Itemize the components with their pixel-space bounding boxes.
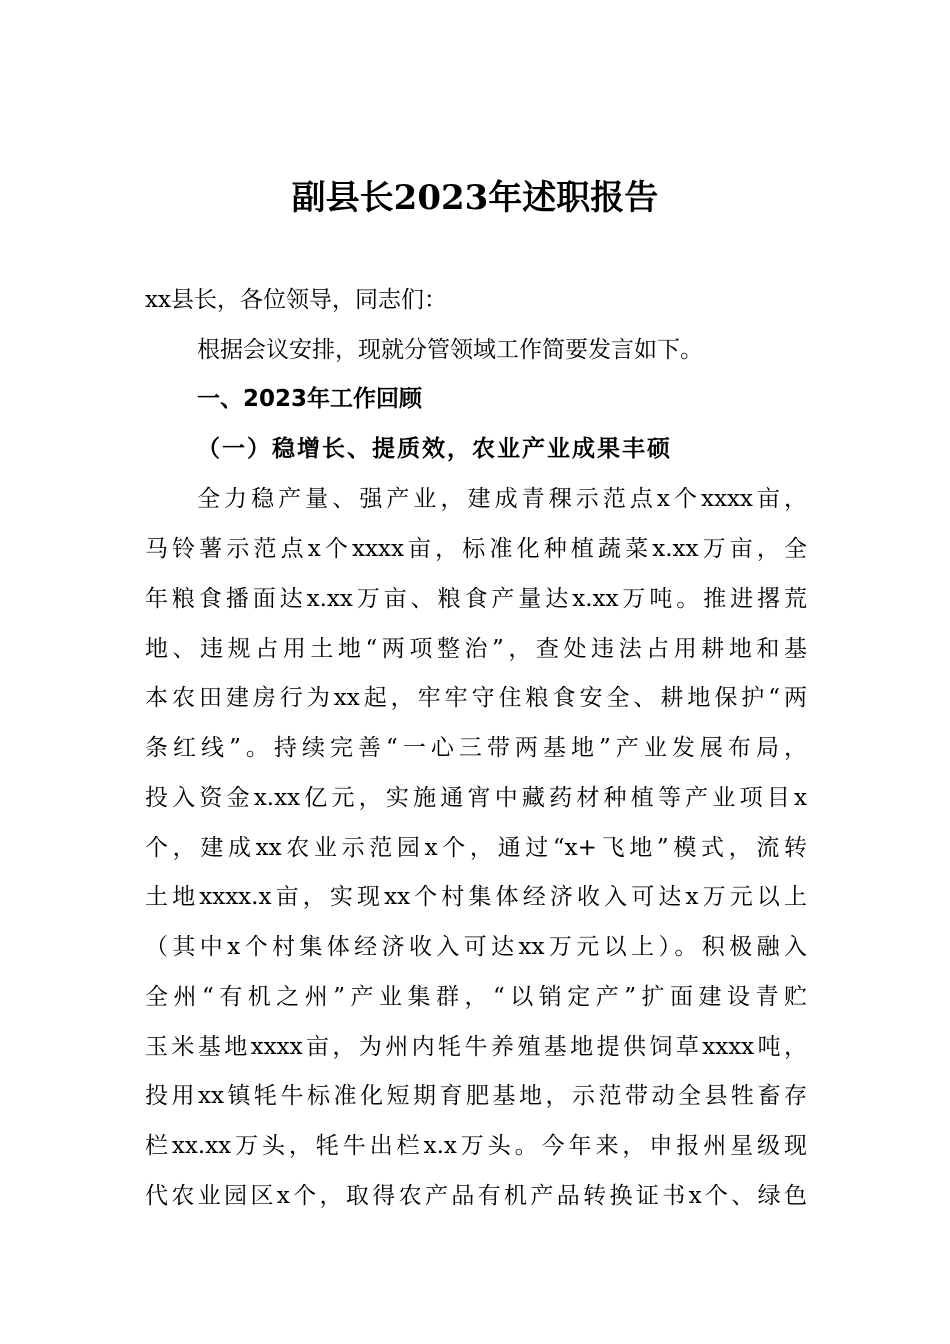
paragraph-line: 地、违规占用土地“两项整治”，查处违法占用耕地和基	[145, 636, 807, 662]
paragraph-line: （其中x个村集体经济收入可达xx万元以上）。积极融入	[145, 934, 807, 960]
subsection-heading: （一）稳增长、提质效，农业产业成果丰硕	[197, 435, 672, 462]
paragraph-line: 本农田建房行为xx起，牢牢守住粮食安全、耕地保护“两	[145, 685, 807, 711]
paragraph-line: 投入资金x.xx亿元，实施通宵中藏药材种植等产业项目x	[145, 785, 807, 811]
salutation: xx县长，各位领导，同志们：	[145, 287, 447, 313]
paragraph-line: 全州“有机之州”产业集群，“以销定产”扩面建设青贮	[145, 984, 807, 1010]
paragraph-line: 土地xxxx.x亩，实现xx个村集体经济收入可达x万元以上	[145, 884, 807, 910]
paragraph-line: 个，建成xx农业示范园x个，通过“x+飞地”模式，流转	[145, 835, 807, 861]
paragraph-line: 投用xx镇牦牛标准化短期育肥基地，示范带动全县牲畜存	[145, 1083, 807, 1109]
paragraph-line: 年粮食播面达x.xx万亩、粮食产量达x.xx万吨。推进撂荒	[145, 586, 807, 612]
intro-paragraph: 根据会议安排，现就分管领域工作简要发言如下。	[197, 337, 703, 363]
paragraph-line: 马铃薯示范点x个xxxx亩，标准化种植蔬菜x.xx万亩，全	[145, 536, 807, 562]
document-title: 副县长2023年述职报告	[291, 178, 659, 218]
paragraph-line: 栏xx.xx万头，牦牛出栏x.x万头。今年来，申报州星级现	[145, 1133, 807, 1159]
paragraph-line: 条红线”。持续完善“一心三带两基地”产业发展布局，	[145, 735, 807, 761]
section-heading: 一、2023年工作回顾	[197, 386, 423, 412]
paragraph-line: 玉米基地xxxx亩，为州内牦牛养殖基地提供饲草xxxx吨，	[145, 1034, 807, 1060]
paragraph-line: 全力稳产量、强产业，建成青稞示范点x个xxxx亩，	[197, 486, 807, 512]
paragraph-line: 代农业园区x个，取得农产品有机产品转换证书x个、绿色	[145, 1183, 807, 1209]
